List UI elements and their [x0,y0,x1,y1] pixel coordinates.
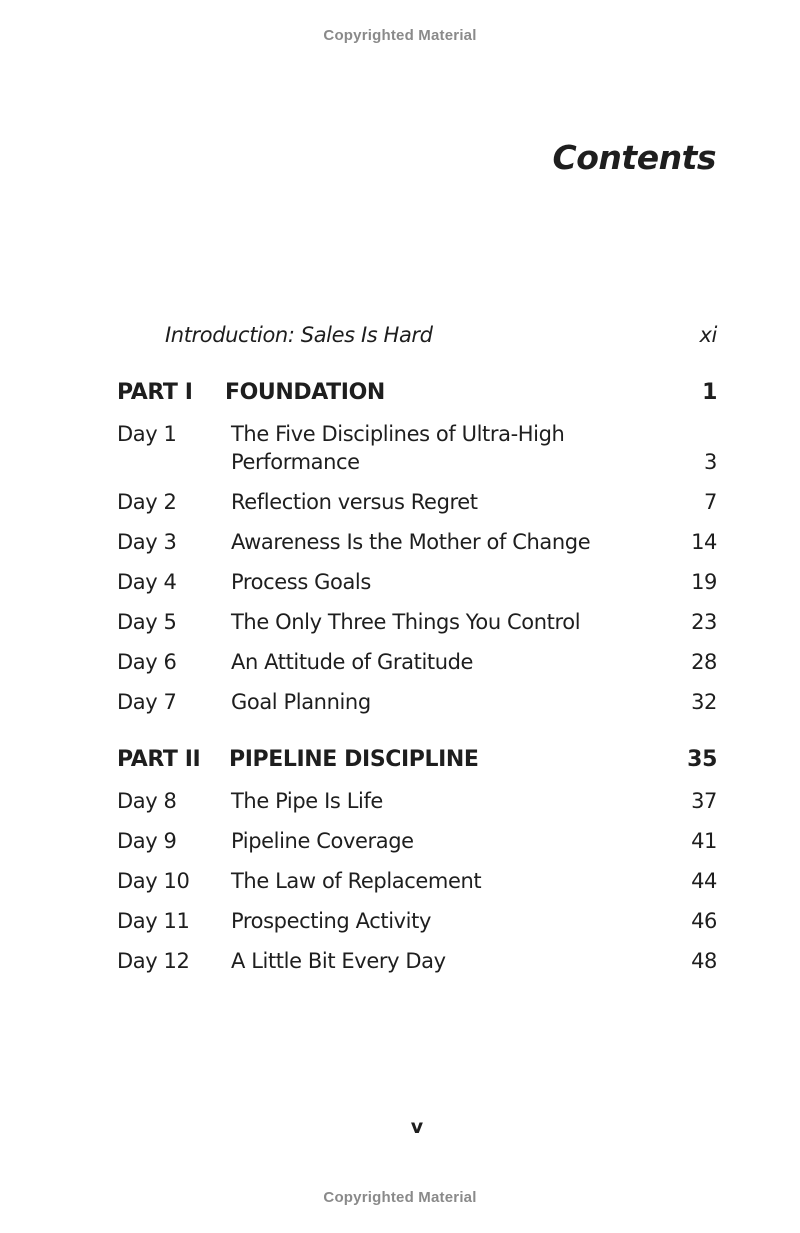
entry-label: Day 10 [117,869,190,893]
entry-title: The Pipe Is Life [231,789,383,813]
copyright-watermark-top: Copyrighted Material [323,27,477,44]
entry-page-number: 19 [691,570,717,594]
entry-title: Introduction: Sales Is Hard [165,323,433,347]
entry-label: Day 8 [117,789,177,813]
entry-page-number: 41 [691,829,717,853]
entry-page-number: 44 [691,869,717,893]
entry-title: The Only Three Things You Control [231,610,581,634]
entry-title: The Law of Replacement [231,869,482,893]
part-label: PART I [117,380,193,405]
entry-title: An Attitude of Gratitude [231,650,474,674]
entry-page-number: xi [699,323,717,347]
copyright-watermark-bottom: Copyrighted Material [323,1189,477,1206]
part-label: PART II [117,747,201,772]
entry-label: Day 5 [117,610,177,634]
entry-label: Day 3 [117,530,177,554]
part-page-number: 1 [702,380,717,405]
part-title: PIPELINE DISCIPLINE [229,747,479,772]
entry-label: Day 2 [117,490,177,514]
entry-label: Day 12 [117,949,190,973]
entry-label: Day 4 [117,570,177,594]
entry-title-line-1: The Five Disciplines of Ultra-High [231,422,565,446]
entry-page-number: 3 [704,450,717,474]
entry-page-number: 23 [691,610,717,634]
entry-page-number: 14 [691,530,717,554]
entry-title: Reflection versus Regret [231,490,478,514]
entry-page-number: 32 [691,690,717,714]
entry-page-number: 7 [704,490,717,514]
entry-title [231,420,631,476]
entry-page-number: 48 [691,949,717,973]
part-page-number: 35 [687,747,717,772]
entry-page-number: 28 [691,650,717,674]
page-title: Contents [552,138,716,177]
entry-label: Day 11 [117,909,190,933]
part-title: FOUNDATION [225,380,385,405]
entry-label: Day 1 [117,422,177,446]
entry-page-number: 46 [691,909,717,933]
entry-label: Day 9 [117,829,177,853]
entry-title: Prospecting Activity [231,909,431,933]
entry-title: Awareness Is the Mother of Change [231,530,591,554]
entry-title: Pipeline Coverage [231,829,414,853]
entry-label: Day 7 [117,690,177,714]
entry-title-line-2: Performance [231,450,360,474]
entry-page-number: 37 [691,789,717,813]
entry-title: Goal Planning [231,690,371,714]
entry-title: A Little Bit Every Day [231,949,446,973]
page-folio: v [410,1116,424,1138]
entry-label: Day 6 [117,650,177,674]
entry-title: Process Goals [231,570,371,594]
